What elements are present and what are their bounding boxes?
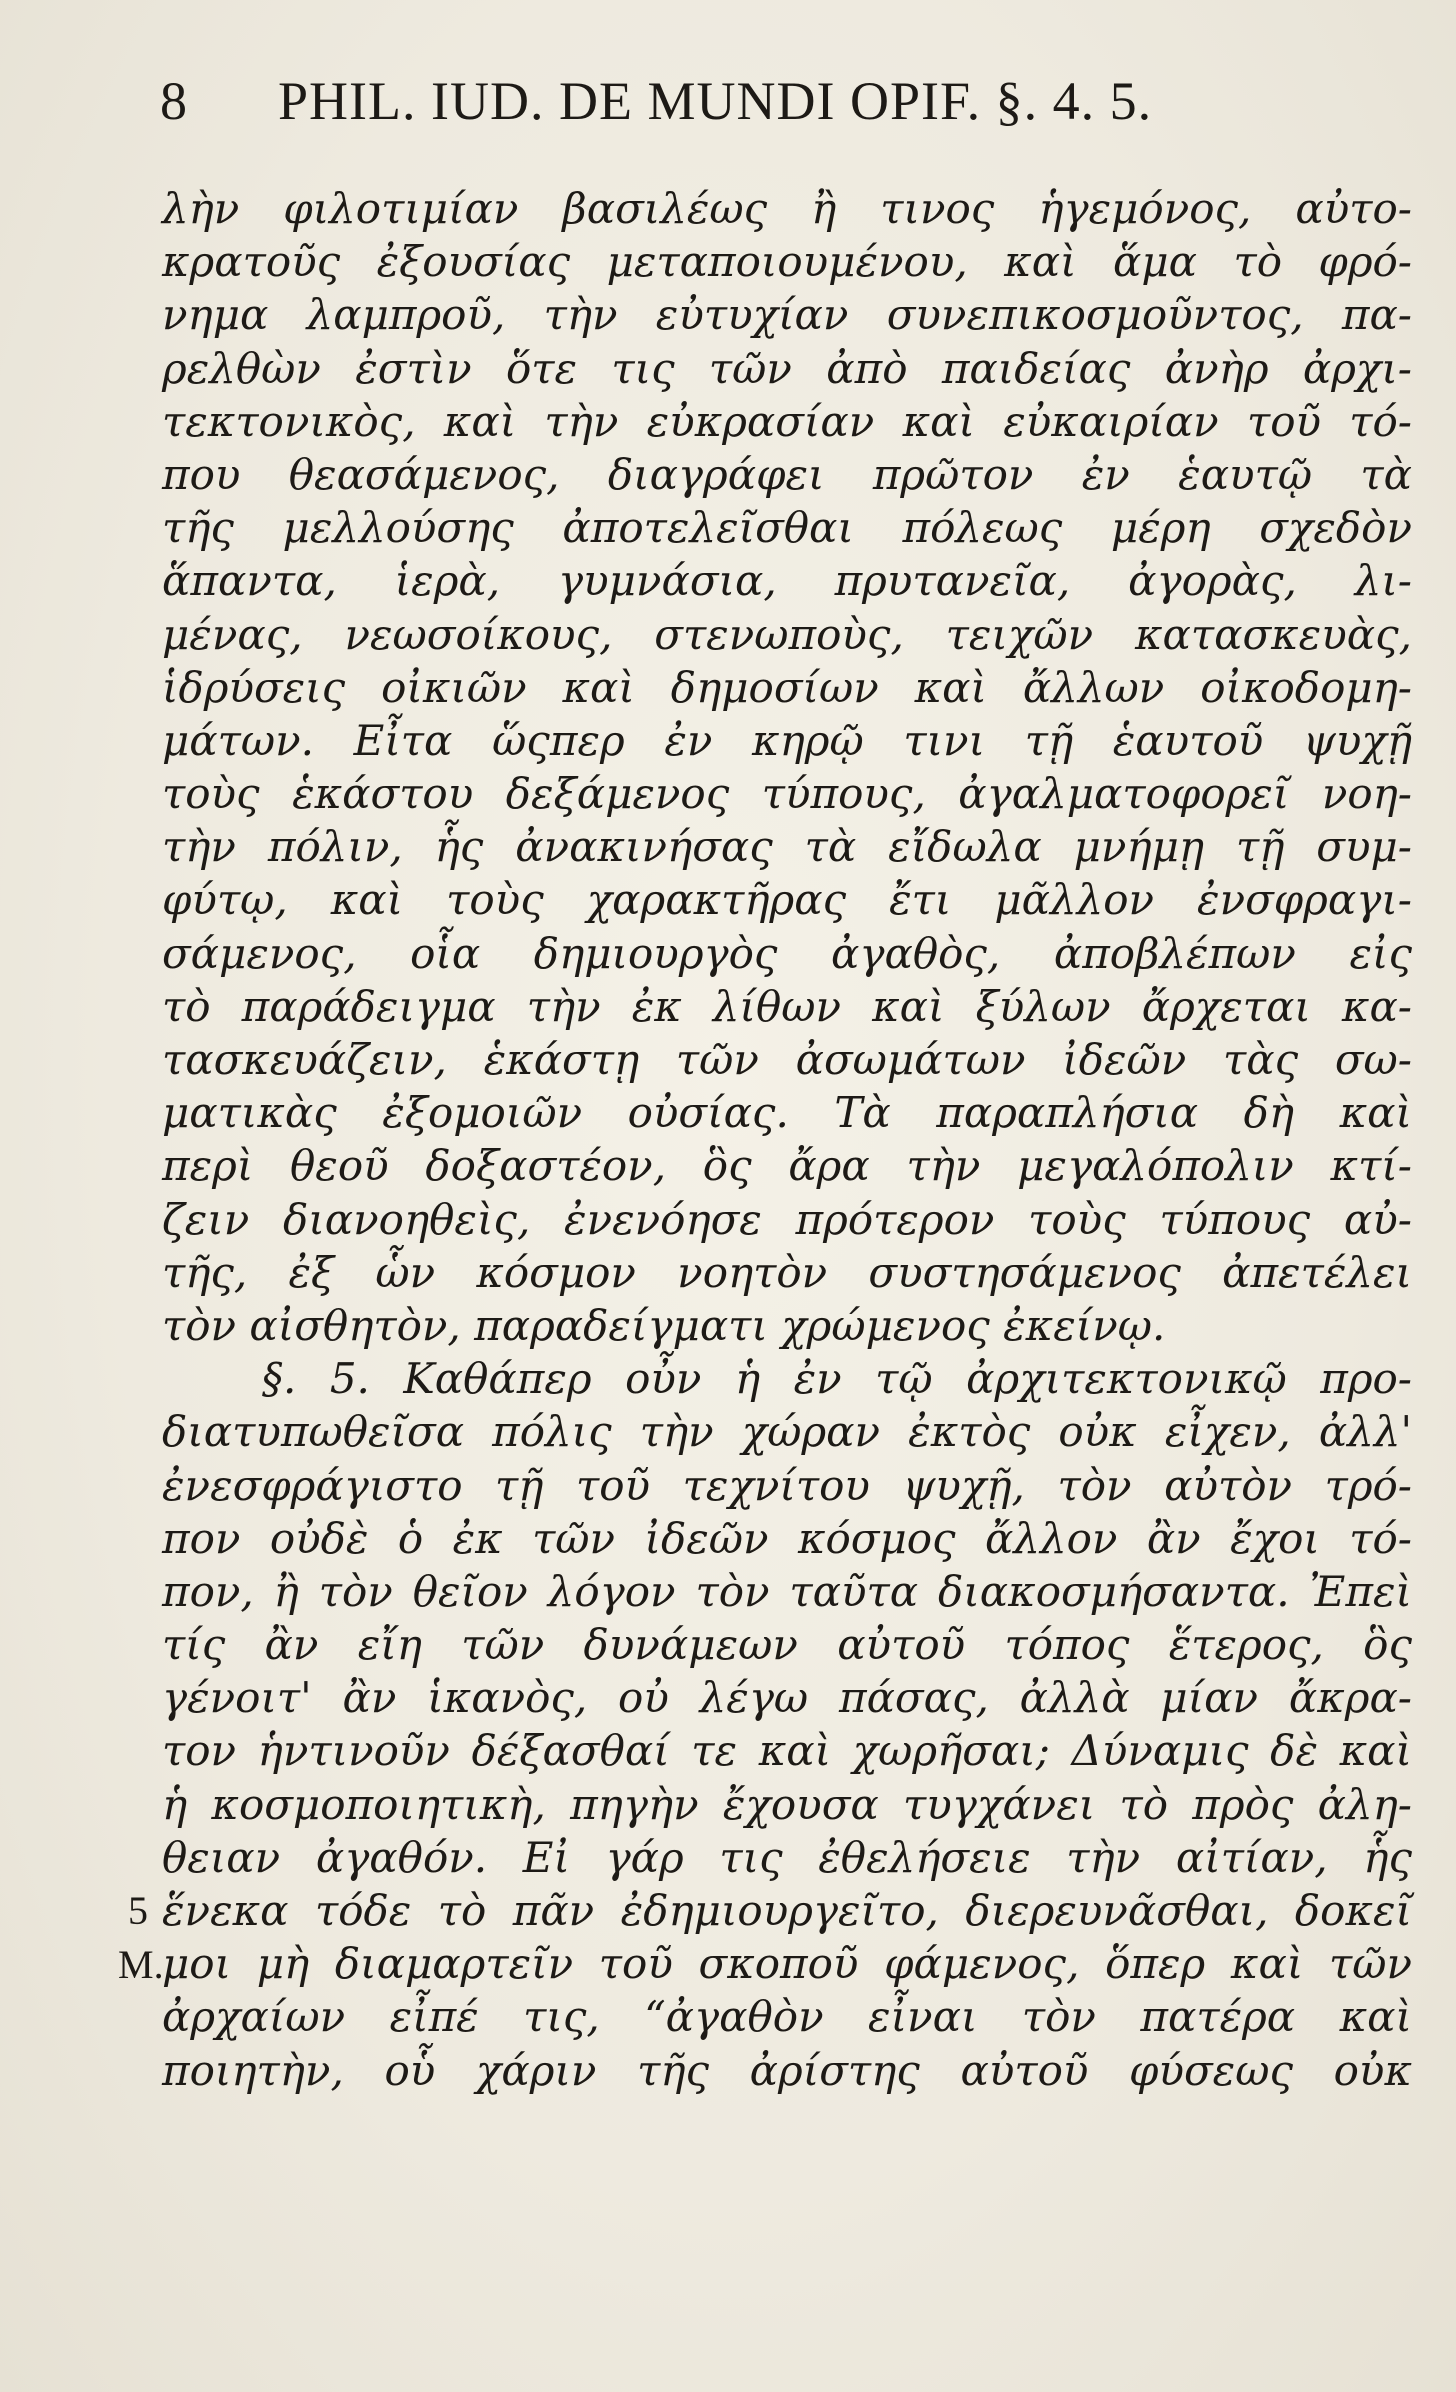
text-line: ἐνεσφράγιστο τῇ τοῦ τεχνίτου ψυχῇ, τὸν αὐτὸν τρό- — [162, 1460, 1412, 1510]
text-line: που θεασάμενος, διαγράφει πρῶτον ἐν ἑαυτῷ τὰ — [162, 449, 1412, 499]
text-line: ἅπαντα, ἱερὰ, γυμνάσια, πρυτανεῖα, ἀγορὰς, λι- — [162, 556, 1412, 606]
text-line: περὶ θεοῦ δοξαστέον, ὃς ἄρα τὴν μεγαλόπολιν κτί- — [162, 1141, 1412, 1191]
text-line: ἕνεκα τόδε τὸ πᾶν ἐδημιουργεῖτο, διερευνᾶσθαι, δοκεῖ — [162, 1886, 1412, 1935]
running-title: PHIL. IUD. DE MUNDI OPIF. §. 4. 5. — [278, 71, 1153, 131]
text-line: πον, ἢ τὸν θεῖον λόγον τὸν ταῦτα διακοσμήσαντα. Ἐπεὶ — [162, 1566, 1412, 1616]
text-line: τοὺς ἑκάστου δεξάμενος τύπους, ἀγαλματοφορεῖ νοη- — [162, 769, 1412, 819]
text-line: ματικὰς ἐξομοιῶν οὐσίας. Τὰ παραπλήσια δὴ καὶ — [162, 1088, 1412, 1138]
text-line: τασκευάζειν, ἑκάστῃ τῶν ἀσωμάτων ἰδεῶν τὰς σω- — [162, 1035, 1412, 1084]
text-line: σάμενος, οἷα δημιουργὸς ἀγαθὸς, ἀποβλέπων εἰς — [162, 928, 1412, 978]
section-start-line: §. 5. Καθάπερ οὖν ἡ ἐν τῷ ἀρχιτεκτονικῷ προ- — [262, 1354, 1412, 1404]
text-line: μένας, νεωσοίκους, στενωποὺς, τειχῶν κατασκευὰς, — [162, 609, 1412, 659]
margin-note-edition-marker: M. — [118, 1941, 164, 1987]
text-line: κρατοῦς ἐξουσίας μεταποιουμένου, καὶ ἅμα τὸ φρό- — [162, 237, 1412, 287]
text-line: γένοιτ' ἂν ἱκανὸς, οὐ λέγω πάσας, ἀλλὰ μίαν ἄκρα- — [162, 1673, 1412, 1723]
text-line: νημα λαμπροῦ, τὴν εὐτυχίαν συνεπικοσμοῦντος, πα- — [162, 290, 1412, 340]
text-line: ποιητὴν, οὗ χάριν τῆς ἀρίστης αὐτοῦ φύσεως οὐκ — [162, 2045, 1412, 2095]
text-line: ζειν διανοηθεὶς, ἐνενόησε πρότερον τοὺς τύπους αὐ- — [162, 1194, 1412, 1244]
text-line: τον ἡντινοῦν δέξασθαί τε καὶ χωρῆσαι; Δύναμις δὲ καὶ — [162, 1726, 1412, 1776]
text-line: τὴν πόλιν, ἧς ἀνακινήσας τὰ εἴδωλα μνήμῃ τῇ συμ- — [162, 822, 1412, 872]
text-line: λὴν φιλοτιμίαν βασιλέως ἢ τινος ἡγεμόνος, αὐτο- — [162, 184, 1412, 233]
text-line: διατυπωθεῖσα πόλις τὴν χώραν ἐκτὸς οὐκ εἶχεν, ἀλλ' — [162, 1407, 1412, 1457]
page-header — [160, 70, 1310, 150]
text-line: μάτων. Εἶτα ὥςπερ ἐν κηρῷ τινι τῇ ἑαυτοῦ ψυχῇ — [162, 715, 1412, 765]
text-line: ἀρχαίων εἶπέ τις, “ἀγαθὸν εἶναι τὸν πατέρα καὶ — [162, 1992, 1412, 2042]
text-line: φύτῳ, καὶ τοὺς χαρακτῆρας ἔτι μᾶλλον ἐνσφραγι- — [162, 875, 1412, 925]
text-line: ἡ κοσμοποιητικὴ, πηγὴν ἔχουσα τυγχάνει τὸ πρὸς ἀλη- — [162, 1779, 1412, 1829]
text-line: τίς ἂν εἴη τῶν δυνάμεων αὐτοῦ τόπος ἕτερος, ὃς — [162, 1620, 1412, 1670]
text-line: τῆς μελλούσης ἀποτελεῖσθαι πόλεως μέρη σχεδὸν — [162, 503, 1412, 553]
text-line: τεκτονικὸς, καὶ τὴν εὐκρασίαν καὶ εὐκαιρίαν τοῦ τό- — [162, 396, 1412, 446]
margin-note-section-number: 5 — [128, 1888, 148, 1934]
text-line: ρελθὼν ἐστὶν ὅτε τις τῶν ἀπὸ παιδείας ἀνὴρ ἀρχι- — [162, 343, 1412, 393]
text-line: ἱδρύσεις οἰκιῶν καὶ δημοσίων καὶ ἄλλων οἰκοδομη- — [162, 662, 1412, 712]
greek-text-body — [162, 182, 1412, 2097]
text-line: τὸν αἰσθητὸν, παραδείγματι χρώμενος ἐκείνῳ. — [162, 1300, 1166, 1350]
text-line: θειαν ἀγαθόν. Εἰ γάρ τις ἐθελήσειε τὴν αἰτίαν, ἧς — [162, 1832, 1412, 1882]
text-line: τῆς, ἐξ ὧν κόσμον νοητὸν συστησάμενος ἀπετέλει — [162, 1247, 1412, 1297]
page-number: 8 — [160, 71, 188, 131]
text-line: τὸ παράδειγμα τὴν ἐκ λίθων καὶ ξύλων ἄρχεται κα- — [162, 981, 1412, 1031]
text-line: πον οὐδὲ ὁ ἐκ τῶν ἰδεῶν κόσμος ἄλλον ἂν ἔχοι τό- — [162, 1513, 1412, 1563]
text-line: μοι μὴ διαμαρτεῖν τοῦ σκοποῦ φάμενος, ὅπερ καὶ τῶν — [162, 1939, 1412, 1989]
